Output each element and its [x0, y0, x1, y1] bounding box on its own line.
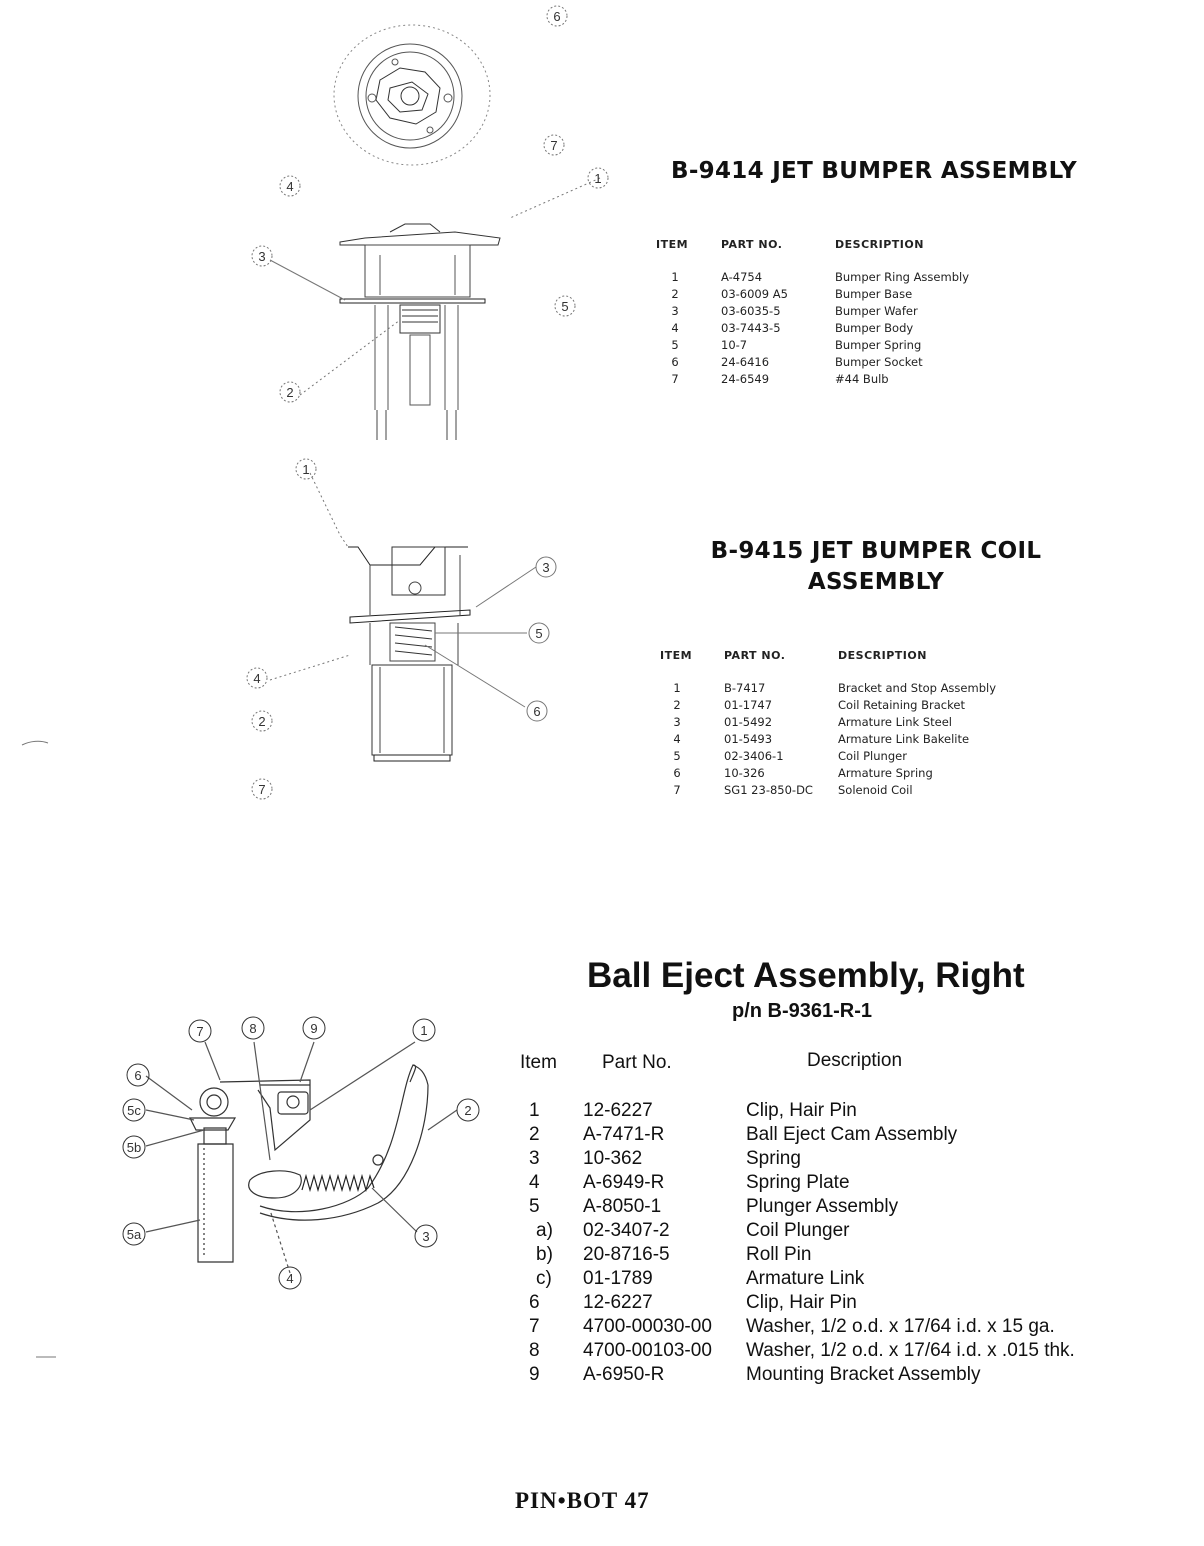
ball_eject-row-desc: Ball Eject Cam Assembly: [746, 1124, 958, 1145]
ball_eject-row-item: 8: [529, 1340, 540, 1361]
jet_bumper-row-item: 1: [671, 270, 679, 284]
ball_eject-row-item: 4: [529, 1172, 540, 1193]
ball_eject-row-part: 01-1789: [583, 1268, 653, 1289]
jet_bumper-row-part: 03-6009 A5: [721, 287, 788, 301]
ball-callout-1: 1: [420, 1023, 428, 1038]
jet_bumper-row-item: 6: [671, 355, 679, 369]
coil_assembly-row-part: B-7417: [724, 681, 766, 695]
jet-callout-4: 4: [286, 179, 294, 194]
ball_eject-row-desc: Spring: [746, 1148, 801, 1169]
coil_assembly-row-item: 5: [673, 749, 681, 763]
ball_eject-row-part: 10-362: [583, 1148, 643, 1169]
ball_eject-row-item: 7: [529, 1316, 540, 1337]
coil-callout-2: 2: [258, 714, 266, 729]
ball-callout-9: 9: [310, 1021, 318, 1036]
ball-callout-5b: 5b: [126, 1140, 142, 1155]
jet-callout-2: 2: [286, 385, 294, 400]
ball_eject-row-item: 5: [529, 1196, 540, 1217]
jet-bumper-assembly-drawing: [240, 0, 620, 450]
coil-title-line-1: B-9415 JET BUMPER COIL: [710, 538, 1042, 564]
jet_bumper-row-part: 03-6035-5: [721, 304, 781, 318]
jet_bumper-row-item: 4: [671, 321, 679, 335]
ball-callout-4: 4: [286, 1271, 294, 1286]
jet-bumper-parts-table: [656, 236, 1076, 396]
ball_eject-row-desc: Clip, Hair Pin: [746, 1292, 857, 1313]
jet_bumper-row-desc: #44 Bulb: [835, 372, 889, 386]
coil-assembly-title: [700, 536, 1052, 598]
jet_bumper-row-part: 03-7443-5: [721, 321, 781, 335]
coil-callout-6: 6: [533, 704, 541, 719]
ball_eject-row-desc: Armature Link: [746, 1268, 865, 1289]
jet_bumper-row-item: 7: [671, 372, 679, 386]
jet_bumper-row-item: 5: [671, 338, 679, 352]
ball_eject-row-item: 3: [529, 1148, 540, 1169]
ball_eject-row-part: 12-6227: [583, 1292, 653, 1313]
coil_assembly-row-item: 3: [673, 715, 681, 729]
ball-callout-2: 2: [464, 1103, 472, 1118]
ball_eject-row-part: 12-6227: [583, 1100, 653, 1121]
jet-callout-3: 3: [258, 249, 266, 264]
coil_assembly-row-part: 10-326: [724, 766, 765, 780]
ball_eject-row-desc: Plunger Assembly: [746, 1196, 899, 1217]
ball_eject-row-desc: Washer, 1/2 o.d. x 17/64 i.d. x .015 thk.: [746, 1340, 1075, 1361]
ball_eject-row-part: A-8050-1: [583, 1196, 662, 1217]
ball-callout-6: 6: [134, 1068, 142, 1083]
ball-eject-parts-table: [520, 1052, 1140, 1392]
coil_assembly-row-item: 1: [673, 681, 681, 695]
ball-callout-5c: 5c: [127, 1103, 141, 1118]
ball-header-desc: Description: [807, 1050, 903, 1071]
ball-header-item: Item: [520, 1052, 557, 1073]
coil_assembly-row-desc: Solenoid Coil: [838, 783, 913, 797]
jet_bumper-row-desc: Bumper Base: [835, 287, 913, 301]
jet-callout-1: 1: [594, 171, 602, 186]
ball_eject-row-desc: Clip, Hair Pin: [746, 1100, 857, 1121]
ball_eject-row-item: 9: [529, 1364, 540, 1385]
ball_eject-row-desc: Roll Pin: [746, 1244, 812, 1265]
coil_assembly-row-desc: Armature Link Steel: [838, 715, 953, 729]
coil-assembly-drawing: [240, 455, 570, 800]
ball-callout-8: 8: [249, 1021, 257, 1036]
jet-callout-5: 5: [561, 299, 569, 314]
coil-callout-7: 7: [258, 782, 266, 797]
coil-title-line-2: ASSEMBLY: [807, 569, 945, 595]
jet-bumper-title: B-9414 JET BUMPER ASSEMBLY: [671, 158, 1077, 184]
coil-header-desc: DESCRIPTION: [838, 649, 927, 662]
jet_bumper-row-desc: Bumper Ring Assembly: [835, 270, 969, 284]
jet_bumper-row-part: 24-6549: [721, 372, 770, 386]
coil-assembly-parts-table: [660, 647, 1080, 807]
coil_assembly-row-part: 01-1747: [724, 698, 773, 712]
coil_assembly-row-desc: Bracket and Stop Assembly: [838, 681, 996, 695]
jet_bumper-row-desc: Bumper Body: [835, 321, 914, 335]
ball_eject-row-item: 6: [529, 1292, 540, 1313]
ball_eject-row-part: 4700-00030-00: [583, 1316, 712, 1337]
coil_assembly-row-part: 01-5493: [724, 732, 773, 746]
ball_eject-row-item: 2: [529, 1124, 540, 1145]
jet-header-part: PART NO.: [721, 238, 783, 251]
coil_assembly-row-desc: Armature Spring: [838, 766, 933, 780]
coil-callout-4: 4: [253, 671, 261, 686]
jet_bumper-row-desc: Bumper Socket: [835, 355, 923, 369]
ball-callout-3: 3: [422, 1229, 430, 1244]
ball_eject-row-item: 1: [529, 1100, 540, 1121]
jet-header-item: ITEM: [656, 238, 689, 251]
coil-callout-3: 3: [542, 560, 550, 575]
jet_bumper-row-item: 3: [671, 304, 679, 318]
ball-eject-title: Ball Eject Assembly, Right: [587, 956, 1025, 995]
coil_assembly-row-part: 01-5492: [724, 715, 773, 729]
ball-eject-part-number: p/n B-9361-R-1: [732, 1000, 873, 1022]
coil_assembly-row-part: 02-3406-1: [724, 749, 784, 763]
ball_eject-row-part: 4700-00103-00: [583, 1340, 712, 1361]
ball_eject-row-part: 02-3407-2: [583, 1220, 670, 1241]
ball_eject-row-desc: Washer, 1/2 o.d. x 17/64 i.d. x 15 ga.: [746, 1316, 1055, 1337]
ball_eject-row-part: A-7471-R: [583, 1124, 665, 1145]
jet-callout-6: 6: [553, 9, 561, 24]
coil_assembly-row-item: 2: [673, 698, 681, 712]
ball_eject-row-item: a): [536, 1220, 553, 1241]
ball_eject-row-desc: Spring Plate: [746, 1172, 850, 1193]
jet-header-desc: DESCRIPTION: [835, 238, 924, 251]
scan-mark: [34, 1352, 64, 1362]
ball-header-part: Part No.: [602, 1052, 672, 1073]
ball-callout-5a: 5a: [126, 1227, 142, 1242]
coil-header-part: PART NO.: [724, 649, 786, 662]
ball_eject-row-item: c): [536, 1268, 552, 1289]
ball-callout-7: 7: [196, 1024, 204, 1039]
jet-callout-7: 7: [550, 138, 558, 153]
coil-header-item: ITEM: [660, 649, 693, 662]
ball_eject-row-desc: Coil Plunger: [746, 1220, 850, 1241]
jet_bumper-row-desc: Bumper Wafer: [835, 304, 918, 318]
ball_eject-row-part: A-6950-R: [583, 1364, 665, 1385]
jet_bumper-row-part: 10-7: [721, 338, 748, 352]
coil_assembly-row-desc: Coil Retaining Bracket: [838, 698, 965, 712]
coil_assembly-row-desc: Coil Plunger: [838, 749, 907, 763]
scan-mark: [20, 735, 60, 755]
jet_bumper-row-part: A-4754: [721, 270, 763, 284]
coil_assembly-row-item: 4: [673, 732, 681, 746]
ball_eject-row-desc: Mounting Bracket Assembly: [746, 1364, 981, 1385]
jet_bumper-row-desc: Bumper Spring: [835, 338, 922, 352]
coil_assembly-row-desc: Armature Link Bakelite: [838, 732, 970, 746]
coil_assembly-row-item: 7: [673, 783, 681, 797]
ball-eject-drawing: [110, 1010, 500, 1295]
ball_eject-row-part: A-6949-R: [583, 1172, 665, 1193]
ball_eject-row-item: b): [536, 1244, 553, 1265]
coil-callout-5: 5: [535, 626, 543, 641]
page-footer: PIN•BOT 47: [515, 1488, 650, 1513]
jet_bumper-row-item: 2: [671, 287, 679, 301]
coil_assembly-row-part: SG1 23-850-DC: [724, 783, 813, 797]
jet_bumper-row-part: 24-6416: [721, 355, 770, 369]
coil_assembly-row-item: 6: [673, 766, 681, 780]
coil-callout-1: 1: [302, 462, 310, 477]
ball_eject-row-part: 20-8716-5: [583, 1244, 670, 1265]
